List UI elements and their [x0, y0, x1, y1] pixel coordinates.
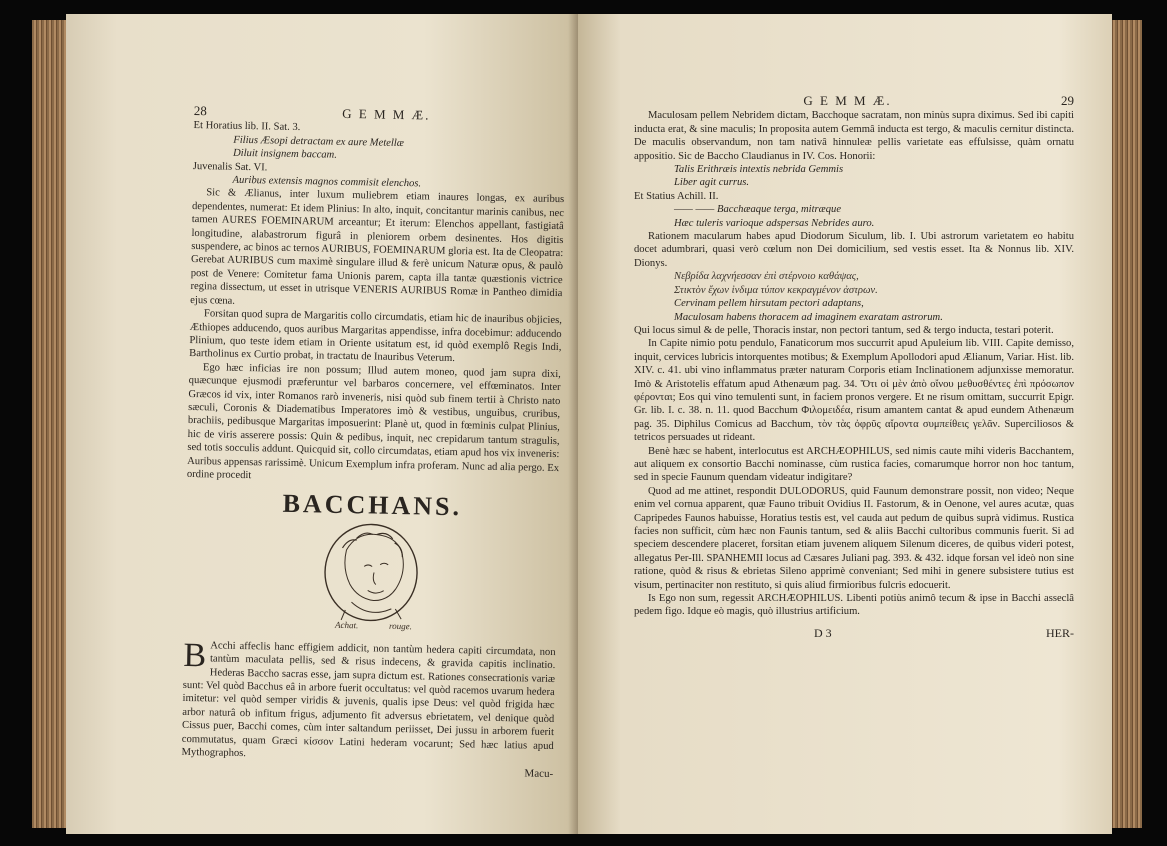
quote-line: Hæc tuleris varioque adspersas Nebrides auro. — [674, 217, 875, 229]
portrait-caption-left: Achat. — [334, 619, 359, 631]
citation-juvenal: Juvenalis Sat. VI. — [192, 160, 268, 174]
paragraph-bacchans — [181, 636, 556, 767]
left-head-title: G E M M Æ. — [342, 105, 431, 123]
quote-line: Filius Æsopi detractam ex aure Metellæ — [233, 134, 404, 149]
page-edges-left — [32, 20, 66, 828]
paragraph: Quod ad me attinet, respondit DULODORUS, quid Faunum demonstrare possit, non video; Neque enim vel cornua apparent, quæ Fauno tribuit Ovidius II. Fastorum, & in Oenone, vel aures acutæ, quas Capripedes Faunos habuisse, Horatius testis est, vel cauda aut pedum de quibus suprà vidimus. Rustica facies non sufficit, cùm hæc non Faunis tantum, sed & aliis Bacchi cultoribus communis fuerit. Si ad speciem descendere placeret, forsitan etiam juvenem aliquem Silenum diceres, de quibus videri potest, allegatus Per-Ill. SPANHEMII locus ad Cæsares Juliani pag. 393. & 432. idque forsan vel ideò non sine ratione, quòd & risus & ebrietas Sileno apprimè conveniant; Sed mihi in genere subsistere tutius est visum, pertinaciter non restituto, si quis aliud firmioribus fulcris edocuerit. — [634, 485, 1074, 591]
paragraph: Benè hæc se habent, interlocutus est ARCHÆOPHILUS, sed nimis caute mihi videris Bacchantem, aut aliquem ex consortio Bacchi nominasse, cùm rustica facies, comarumque horror non hoc tantum, sed in specie Faunum quendam videatur indigitare? — [634, 445, 1074, 484]
quote-line: Talis Erithræis intextis nebrida Gemmis — [674, 164, 844, 176]
right-head-title: G E M M Æ. — [803, 93, 892, 108]
citation-horace: Et Horatius lib. II. Sat. 3. — [193, 120, 301, 134]
section-title: BACCHANS. — [282, 489, 463, 522]
left-page-text — [181, 104, 566, 782]
greek-line: Στικτὸν ἔχων ἰνδιμα τύπον κεκραγμένον ἀστρων. — [674, 284, 878, 296]
citation-statius: Et Statius Achill. II. — [634, 190, 719, 202]
right-page-number: 29 — [1060, 93, 1074, 108]
right-page — [578, 14, 1112, 834]
catchword: HER- — [1046, 625, 1074, 640]
catchword: Macu- — [524, 767, 554, 781]
paragraph: Rationem macularum habes apud Diodorum Siculum, lib. I. Ubi astrorum varietatem eo habitu docet adumbrari, quasi verò cœlum non Dei domicilium, sed vestis esset. Ita & Nonnus lib. XIV. Dionys. — [634, 231, 1074, 269]
quote-line: Diluit insignem baccam. — [232, 147, 338, 161]
paragraph: In Capite nimio potu pendulo, Fanaticorum mos succurrit apud Apuleium lib. VIII. Capite demisso, inquit, cervices lubricis intorquentes motibus; & Exemplum Apollodori apud Ælianum, Variar. Hist. lib. XIV. c. 41. ubi vino inflammatus præter naturam Corporis etiam Inclinationem adjunxisse memoratur. Imò & Aristotelis effatum apud Athenæum pag. 34. Ὅτι οἱ μὲν ἀπὸ οἴνου μεθυσθέντες ἐπὶ πρόσωπον φέρονται; Eos qui vino temulenti sunt, in faciem pronos vergere. Et ne risum omittam, succurrit Epigr. Gr. lib. I. c. 38. n. 11. quod Bacchum Φιλομειδέα, risum amantem cantat & apud eundem Athenæum pag. 35. Diphilus Comicus ad Bacchum, τὸν τὰς ὀφρῦς αἴροντα συμπείθεις γελᾶν. Superciliosos & tetricos persuades ut rideant. — [634, 338, 1074, 444]
page-edges-right — [1112, 20, 1142, 828]
paragraph-body: Acchi affeclis hanc effigiem addicit, non tantùm hedera capiti circumdata, non tantùm maculata pellis, sed & risus indecens, & gravida capitis inclinatio. Hederas Baccho sacras esse, jam supra dictum est. Rationes consecrationis variæ sunt: Vel quòd Bacchus eâ in arbore fuerit occultatus: vel quòd racemos uvarum hedera imitetur: vel quòd semper viridis & juvenis, qualis ipse Deus: vel quòd frigida hæc arbor naturâ ob infitum frigus, adjumento fit adversus ebrietatem, vel denique quòd Cissus puer, Bacchi comes, cùm inter saltandum periisset, Dei jussu in arborem fuerit commutatus, quam Græci κίσσον Latini hederam vocarunt; Sed hæc latius apud Mythographos. — [181, 640, 556, 760]
quote-line: Auribus extensis magnos commisit elenchos. — [232, 174, 422, 190]
portrait-caption-right: rouge. — [388, 620, 413, 632]
greek-line: Νεβρίδα λαχνήεσσαν ἐπὶ στέρνοιο καθάψας, — [674, 271, 859, 283]
left-page-number: 28 — [193, 103, 208, 119]
paragraph: Ego hæc inficias ire non possum; Illud autem moneo, quod jam supra dixi, quæcunque ejusmodi præferuntur vel barbaros concernere, vel effœminatos. Inter Græcos id vix, inter Romanos rarò inveneris, nisi quòd sub finem tertii à Christo nato sæculi, Coronis & Diadematibus Imperatores imò & vestibus, unguibus, cruribus, brachiis, pedibusque Margaritas imposuerint: Planè ut, quod in fœminis culpat Plinius, hic de viris asserere possis: Quin & pedibus, inquit, nec crepidarum tantum stragulis, sed totis socculis addunt. Quicquid sit, collo circumdatas, etiam apud hos vix inveneris: Auribus appensas rarissimè. Unicum Exemplum infra proferam. Nunc ad alia pergo. Ex ordine procedit — [186, 361, 561, 482]
quote-line: Liber agit currus. — [674, 177, 750, 189]
right-running-head — [634, 94, 1074, 107]
latin-translation-line: Maculosam habens thoracem ad imaginem exaratam astrorum. — [674, 311, 943, 323]
paragraph: Forsitan quod supra de Margaritis collo circumdatis, etiam hic de inauribus objicies, Æthiopes adducendo, quos auribus Margaritas appendisse, infra docebimur: adducendo Plinium, quo teste idem etiam in Oriente usitatum est, id quòd exemplô Regis Indi, Bartholinus ex Curtio probat, in tractatu de Inauribus Veterum. — [189, 308, 563, 365]
right-footer-row — [634, 627, 1074, 640]
paragraph: Maculosam pellem Nebridem dictam, Bacchoque sacratam, non minùs supra diximus. Sed ibi capiti inducta erat, & sine maculis; In proposita autem Gemmâ inducta est tergo, & maculis cernitur distincta. De maculis observandum, non tam nativâ hinnuleæ pellis varietate eas effulsisse, quàm ornatu appositio. Sic de Baccho Claudianus in IV. Cos. Honorii: — [634, 110, 1074, 162]
drop-cap: B — [183, 636, 207, 675]
signature-mark: D 3 — [814, 625, 832, 640]
bacchant-portrait-engraving — [305, 519, 437, 633]
quote-line: —— —— Bacchæaque terga, mitræque — [674, 204, 842, 216]
paragraph: Qui locus simul & de pelle, Thoracis instar, non pectori tantum, sed & tergo inducta, testari poterit. — [634, 324, 1054, 336]
paragraph: Is Ego non sum, regessit ARCHÆOPHILUS. Libenti potiùs animô tecum & ipse in Bacchi asseclâ pedem figo. Idque eò magis, quò illustrius artificium. — [634, 593, 1074, 618]
paragraph: Sic & Ælianus, inter luxum muliebrem etiam inaures longas, ex auribus dependentes, numerat: Et idem Plinius: In alto, inquit, concitantur marinis canibus, nec tamen AURES FOEMINARUM arceantur; Et iterum: Elenchos appellant, fastigiatâ longitudine, alabastrorum figurâ in pleniorem orbem desinentes. Hos digitis suspendere, ac binos ac ternos AURIBUS, FOEMINARUM gloria est. Ita de Cleopatra: Gerebat AURIBUS cum maximè singulare illud & ferè unicum Naturæ opus, & paulò post de Venere: Comitetur fama Unionis parem, capta illa tantæ quæstionis victrice regina dissectum, ut esset in utrisque VENERIS AURIBUS Romæ in Pantheo dimidia ejus cœna. — [190, 187, 565, 307]
latin-translation-line: Cervinam pellem hirsutam pectori adaptans, — [674, 298, 864, 310]
right-page-text — [634, 94, 1074, 640]
left-page — [66, 14, 578, 834]
open-book — [32, 14, 1142, 834]
